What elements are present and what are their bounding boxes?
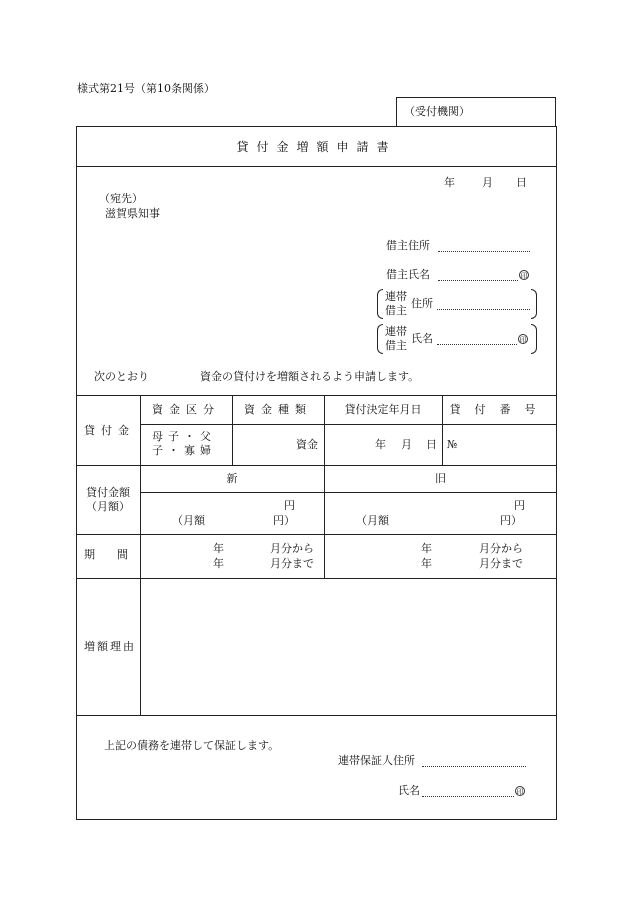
joint-address-bracket-left: [377, 289, 383, 319]
new-period-until-year: 年: [213, 557, 224, 570]
joint-name-bracket-left: [377, 324, 383, 354]
reason-label: 増額理由: [84, 640, 136, 653]
form-title: 貸付金増額申請書: [236, 140, 397, 154]
header-decision-date: 貸付決定年月日: [344, 403, 422, 416]
amount-header-line: [140, 492, 557, 493]
request-body: 資金の貸付けを増額されるよう申請します。: [200, 370, 420, 383]
period-row-bottom: [76, 578, 557, 579]
guarantor-name-line: [422, 796, 514, 797]
borrower-address-label: 借主住所: [386, 239, 430, 252]
old-monthly-open: （月額: [356, 514, 389, 527]
reason-divider: [140, 578, 141, 715]
header-fund-category: 資金区分: [152, 403, 220, 416]
old-period-until-year: 年: [421, 557, 432, 570]
old-monthly-close: 円）: [500, 514, 522, 527]
loan-number-prefix: №: [447, 438, 458, 451]
joint-address-label: 住所: [411, 297, 433, 310]
borrower-name-label: 借主氏名: [386, 268, 430, 281]
table-label-divider: [140, 395, 141, 578]
joint-name-bracket-right: [531, 324, 537, 354]
amount-label: 貸付金額 （月額）: [86, 486, 130, 513]
new-period-from: 月分から: [270, 542, 314, 555]
new-monthly-close: 円）: [273, 514, 295, 527]
old-period-until: 月分まで: [479, 557, 523, 570]
period-label: 期 間: [84, 548, 128, 561]
guarantor-address-line: [422, 766, 526, 767]
date-month: 月: [482, 176, 493, 189]
header-loan-number: 貸付番号: [449, 403, 550, 416]
borrower-address-line: [438, 251, 530, 252]
old-label: 旧: [435, 472, 446, 485]
request-lead: 次のとおり: [94, 370, 149, 383]
form-number: 様式第21号（第10条関係）: [77, 82, 215, 95]
reason-row-bottom: [76, 715, 557, 716]
loan-header-line: [140, 424, 557, 425]
borrower-seal-icon: 印: [520, 272, 528, 280]
new-monthly-open: （月額: [172, 514, 205, 527]
joint-name-label: 氏名: [411, 332, 433, 345]
old-period-from: 月分から: [479, 542, 523, 555]
new-period-from-year: 年: [213, 542, 224, 555]
new-label: 新: [226, 472, 238, 485]
addressee-label: （宛先）: [99, 192, 143, 205]
col-divider-2: [324, 395, 325, 578]
joint-name-prefix: 連帯 借主: [385, 325, 407, 352]
title-divider: [76, 166, 557, 167]
decision-day: 日: [426, 438, 437, 451]
old-period-from-year: 年: [421, 542, 432, 555]
loan-label: 貸付金: [84, 424, 135, 437]
reception-label: （受付機関）: [404, 105, 470, 118]
new-amount-yen: 円: [284, 499, 295, 512]
guarantee-statement: 上記の債務を連帯して保証します。: [104, 739, 280, 752]
header-fund-type: 資金種類: [244, 403, 312, 416]
guarantor-seal-icon: 印: [516, 788, 524, 796]
new-period-until: 月分まで: [270, 557, 314, 570]
joint-address-prefix: 連帯 借主: [385, 290, 407, 317]
joint-seal-icon: 印: [519, 336, 527, 344]
guarantor-address-label: 連帯保証人住所: [338, 754, 415, 767]
guarantor-name-label: 氏名: [398, 784, 420, 797]
borrower-name-line: [438, 280, 518, 281]
date-year: 年: [444, 176, 455, 189]
table-top-line: [76, 395, 557, 396]
decision-month: 月: [401, 438, 412, 451]
old-amount-yen: 円: [514, 499, 525, 512]
joint-address-bracket-right: [531, 289, 537, 319]
amount-row-bottom: [76, 534, 557, 535]
date-day: 日: [516, 176, 527, 189]
fund-type-suffix: 資金: [296, 438, 318, 451]
joint-name-line: [437, 344, 517, 345]
joint-address-line: [437, 309, 530, 310]
addressee-name: 滋賀県知事: [105, 207, 160, 220]
fund-category-value: 母子・父 子・寡婦: [152, 430, 216, 457]
loan-row-bottom: [76, 465, 557, 466]
decision-year: 年: [375, 438, 386, 451]
